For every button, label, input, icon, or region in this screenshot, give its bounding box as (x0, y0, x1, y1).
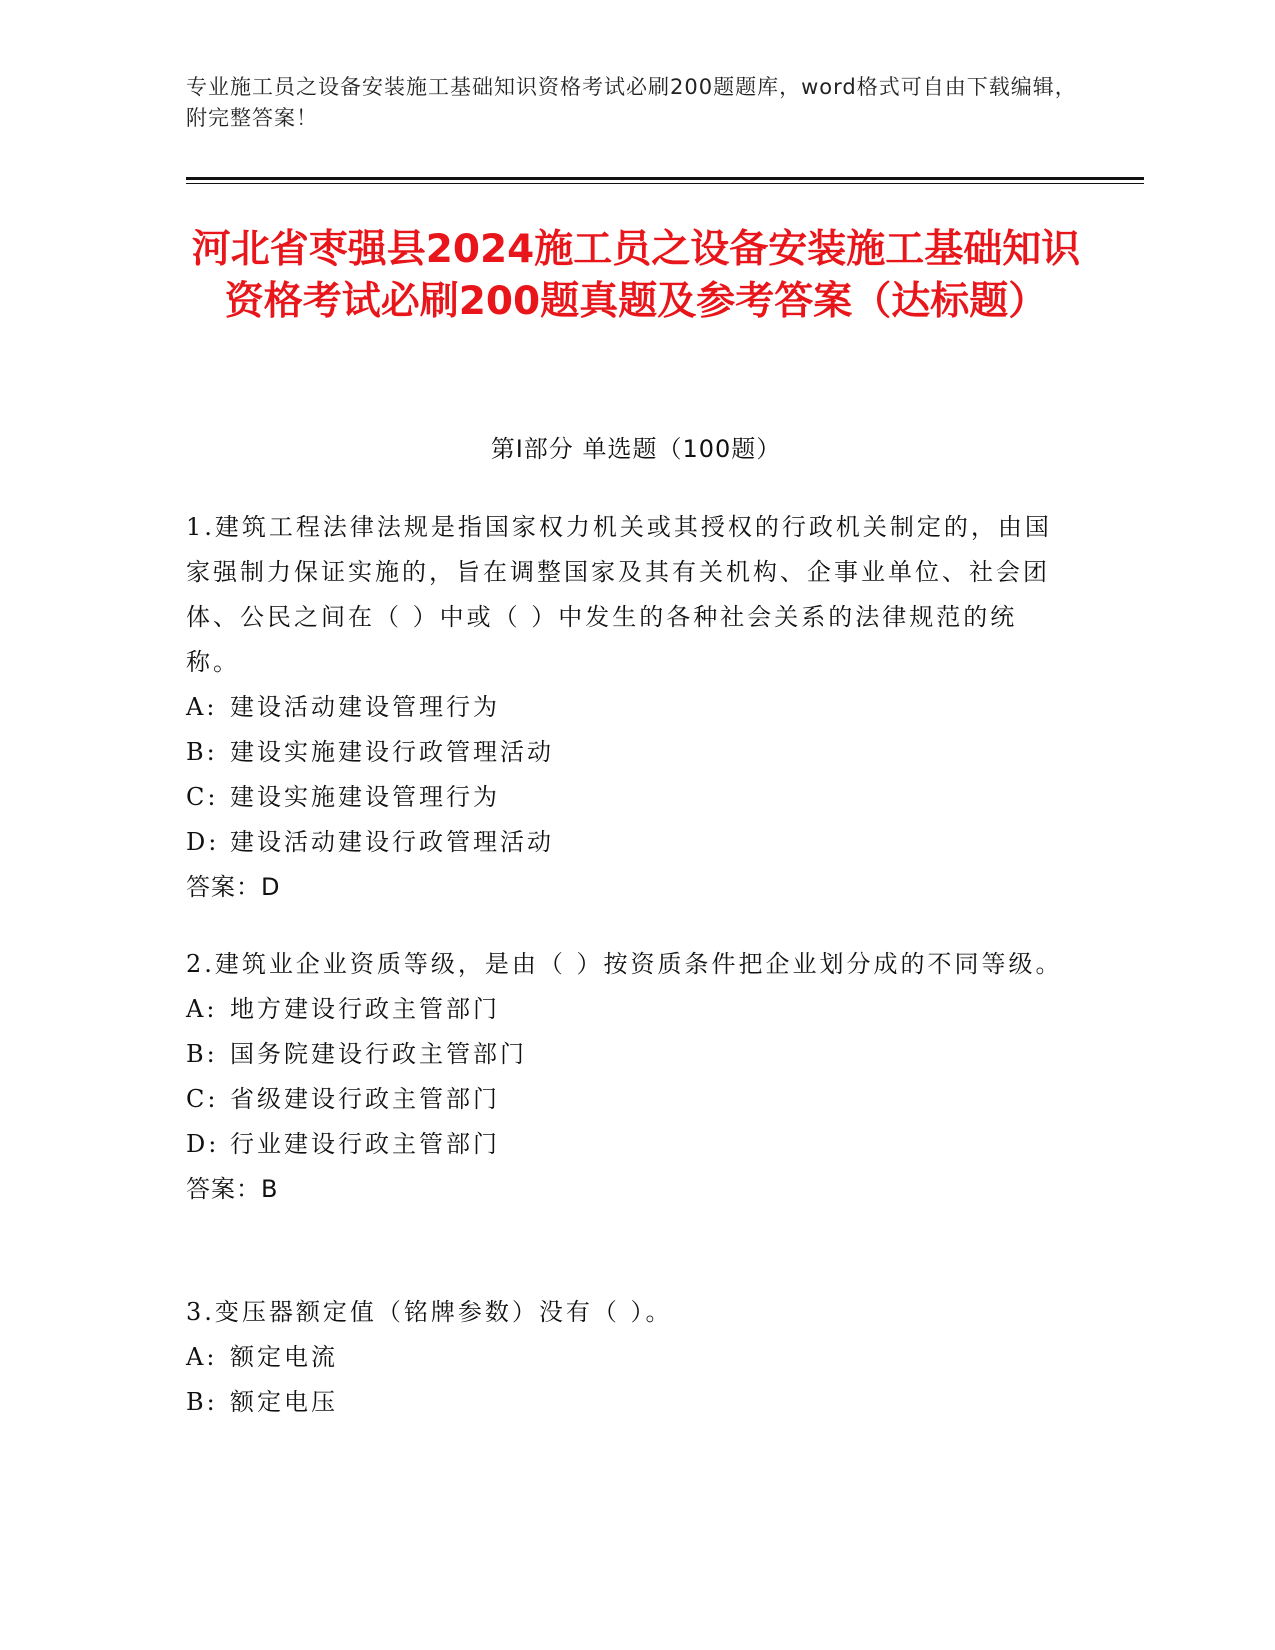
option-key: B: (186, 1040, 218, 1068)
option-a (186, 1335, 1066, 1380)
option-text: 地方建设行政主管部门 (230, 995, 500, 1023)
question-1 (186, 505, 1066, 910)
option-c (186, 775, 1066, 820)
option-a (186, 685, 1066, 730)
option-b (186, 1032, 1066, 1077)
option-text: 额定电流 (230, 1343, 338, 1371)
option-key: A: (186, 995, 218, 1023)
header-divider-thin (186, 183, 1144, 184)
question-2 (186, 942, 1066, 1212)
option-key: D: (186, 1130, 220, 1158)
question-stem: 2.建筑业企业资质等级，是由（ ）按资质条件把企业划分成的不同等级。 (186, 950, 1063, 978)
option-key: D: (186, 828, 220, 856)
header-note: 专业施工员之设备安装施工基础知识资格考试必刷200题题库，word格式可自由下载编辑，附完整答案！ (186, 75, 1077, 130)
option-key: A: (186, 693, 218, 721)
option-c (186, 1077, 1066, 1122)
section-heading: 第I部分 单选题（100题） (490, 435, 782, 463)
option-text: 建设实施建设行政管理活动 (230, 738, 554, 766)
option-b (186, 730, 1066, 775)
option-key: B: (186, 1388, 218, 1416)
option-text: 省级建设行政主管部门 (230, 1085, 500, 1113)
option-d (186, 820, 1066, 865)
option-key: C: (186, 783, 219, 811)
question-3 (186, 1290, 1066, 1425)
answer-line: 答案：D (186, 873, 281, 901)
option-key: A: (186, 1343, 218, 1371)
question-stem: 1.建筑工程法律法规是指国家权力机关或其授权的行政机关制定的，由国家强制力保证实施的，旨在调整国家及其有关机构、企事业单位、社会团体、公民之间在（ ）中或（ ）中发生的各种社会关系的法律规范的统称。 (186, 513, 1052, 676)
option-text: 建设实施建设管理行为 (230, 783, 500, 811)
document-title: 河北省枣强县2024施工员之设备安装施工基础知识资格考试必刷200题真题及参考答案（达标题） (191, 227, 1081, 324)
option-text: 国务院建设行政主管部门 (230, 1040, 527, 1068)
option-key: C: (186, 1085, 219, 1113)
question-stem: 3.变压器额定值（铭牌参数）没有（ ）。 (186, 1298, 673, 1326)
option-text: 行业建设行政主管部门 (230, 1130, 500, 1158)
header-divider-thick (186, 177, 1144, 180)
option-a (186, 987, 1066, 1032)
option-key: B: (186, 738, 218, 766)
option-b (186, 1380, 1066, 1425)
option-text: 额定电压 (230, 1388, 338, 1416)
answer-line: 答案：B (186, 1175, 279, 1203)
option-text: 建设活动建设管理行为 (230, 693, 500, 721)
option-d (186, 1122, 1066, 1167)
option-text: 建设活动建设行政管理活动 (230, 828, 554, 856)
